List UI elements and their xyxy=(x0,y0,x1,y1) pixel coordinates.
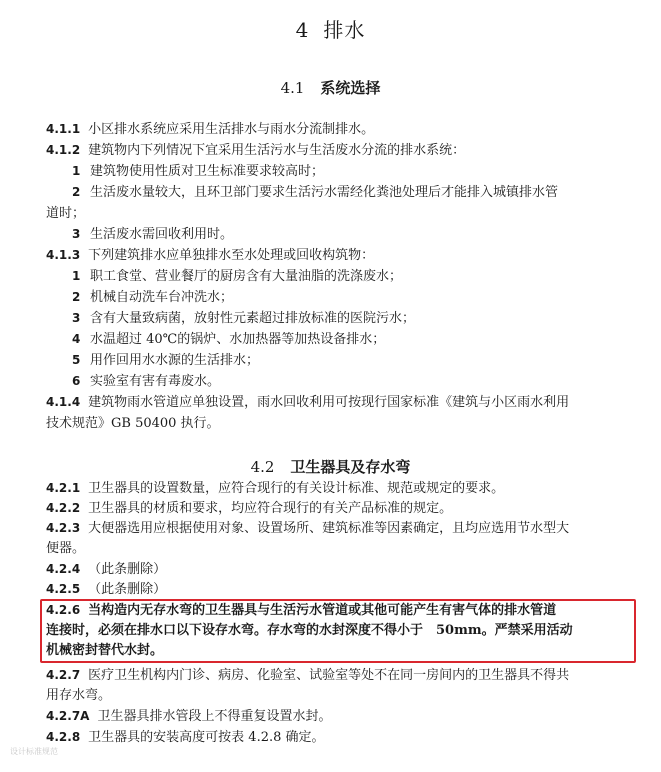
section-number: 4.2 xyxy=(250,458,275,476)
clause-4-2-4 xyxy=(46,559,618,580)
list-item xyxy=(72,371,220,392)
clause-number: 4.1.4 xyxy=(46,395,81,409)
chapter-name: 排水 xyxy=(323,18,366,42)
clause-number: 4.2.5 xyxy=(46,582,81,596)
item-text: 建筑物使用性质对卫生标准要求较高时； xyxy=(90,164,325,179)
list-item xyxy=(72,308,415,329)
clause-text: 卫生器具的安装高度可按表 4.2.8 确定。 xyxy=(88,730,325,745)
clause-4-1-1 xyxy=(46,119,618,140)
item-number: 1 xyxy=(72,269,81,283)
item-text: 用作回用水水源的生活排水； xyxy=(90,353,260,368)
clause-4-1-3 xyxy=(46,245,618,266)
continuation-text: 技术规范》GB 50400 执行。 xyxy=(46,416,220,431)
list-item xyxy=(72,266,402,287)
item-number: 2 xyxy=(72,290,81,304)
clause-text: 医疗卫生机构内门诊、病房、化验室、试验室等处不在同一房间内的卫生器具不得共 xyxy=(88,668,570,683)
clause-text: 建筑物内下列情况下宜采用生活污水与生活废水分流的排水系统： xyxy=(88,143,466,158)
clause-4-1-4 xyxy=(46,392,618,413)
item-number: 2 xyxy=(72,185,81,199)
section-name: 系统选择 xyxy=(320,79,381,97)
section-number: 4.1 xyxy=(280,79,305,97)
clause-number: 4.1.1 xyxy=(46,122,81,136)
list-item xyxy=(72,161,324,182)
clause-text: 当构造内无存水弯的卫生器具与生活污水管道或其他可能产生有害气体的排水管道 xyxy=(88,603,557,618)
item-text: 水温超过 40℃的锅炉、水加热器等加热设备排水； xyxy=(90,332,386,347)
item-number: 5 xyxy=(72,353,81,367)
list-item xyxy=(72,350,259,371)
clause-number: 4.1.3 xyxy=(46,248,81,262)
clause-number: 4.2.2 xyxy=(46,501,81,515)
list-item xyxy=(72,224,233,245)
list-item xyxy=(72,287,233,308)
clause-text: 建筑物雨水管道应单独设置，雨水回收利用可按现行国家标准《建筑与小区雨水利用 xyxy=(88,395,570,410)
chapter-number: 4 xyxy=(295,18,310,42)
clause-number: 4.2.1 xyxy=(46,481,81,495)
clause-number: 4.2.6 xyxy=(46,603,81,617)
clause-4-2-6 xyxy=(46,600,618,621)
clause-number: 4.2.7 xyxy=(46,668,81,682)
item-number: 3 xyxy=(72,227,81,241)
continuation-text: 机械密封替代水封。 xyxy=(46,643,164,658)
clause-text: 卫生器具排水管段上不得重复设置水封。 xyxy=(97,709,332,724)
clause-4-2-1 xyxy=(46,478,618,499)
chapter-title xyxy=(0,14,661,43)
clause-number: 4.2.8 xyxy=(46,730,81,744)
item-text: 生活废水需回收利用时。 xyxy=(90,227,234,242)
continuation-text: 道时； xyxy=(46,206,86,221)
section-title-4-1 xyxy=(0,77,661,98)
continuation-text: 用存水弯。 xyxy=(46,688,112,703)
item-number: 4 xyxy=(72,332,81,346)
item-text: 含有大量致病菌，放射性元素超过排放标准的医院污水； xyxy=(90,311,416,326)
item-number: 3 xyxy=(72,311,81,325)
clause-number: 4.2.7A xyxy=(46,709,90,723)
clause-number: 4.1.2 xyxy=(46,143,81,157)
clause-number: 4.2.3 xyxy=(46,521,81,535)
clause-4-2-7 xyxy=(46,665,618,686)
item-text: 机械自动洗车台冲洗水； xyxy=(90,290,234,305)
clause-text: （此条删除） xyxy=(88,582,167,597)
clause-4-2-7a xyxy=(46,706,618,727)
clause-text: 大便器选用应根据使用对象、设置场所、建筑标准等因素确定，且均应选用节水型大 xyxy=(88,521,570,536)
clause-text: 卫生器具的材质和要求，均应符合现行的有关产品标准的规定。 xyxy=(88,501,453,516)
clause-number: 4.2.4 xyxy=(46,562,81,576)
list-item xyxy=(72,329,385,350)
section-title-4-2 xyxy=(0,456,661,477)
continuation-text: 连接时，必须在排水口以下设存水弯。存水弯的水封深度不得小于 50mm。严禁采用活动 xyxy=(46,623,573,638)
item-text: 职工食堂、营业餐厅的厨房含有大量油脂的洗涤废水； xyxy=(90,269,403,284)
clause-4-2-8 xyxy=(46,727,618,748)
clause-text: 下列建筑排水应单独排水至水处理或回收构筑物： xyxy=(88,248,375,263)
item-number: 1 xyxy=(72,164,81,178)
list-item xyxy=(72,182,558,203)
clause-4-2-5 xyxy=(46,579,618,600)
item-text: 实验室有害有毒废水。 xyxy=(90,374,221,389)
clause-text: 小区排水系统应采用生活排水与雨水分流制排水。 xyxy=(88,122,375,137)
section-name: 卫生器具及存水弯 xyxy=(290,458,411,476)
clause-text: 卫生器具的设置数量，应符合现行的有关设计标准、规范或规定的要求。 xyxy=(88,481,505,496)
item-text: 生活废水量较大，且环卫部门要求生活污水需经化粪池处理后才能排入城镇排水管 xyxy=(90,185,559,200)
clause-4-2-2 xyxy=(46,498,618,519)
watermark: 设计标准规范 xyxy=(10,747,58,756)
clause-text: （此条删除） xyxy=(88,562,167,577)
clause-4-1-2 xyxy=(46,140,618,161)
item-number: 6 xyxy=(72,374,81,388)
continuation-text: 便器。 xyxy=(46,541,86,556)
clause-4-2-3 xyxy=(46,518,618,539)
